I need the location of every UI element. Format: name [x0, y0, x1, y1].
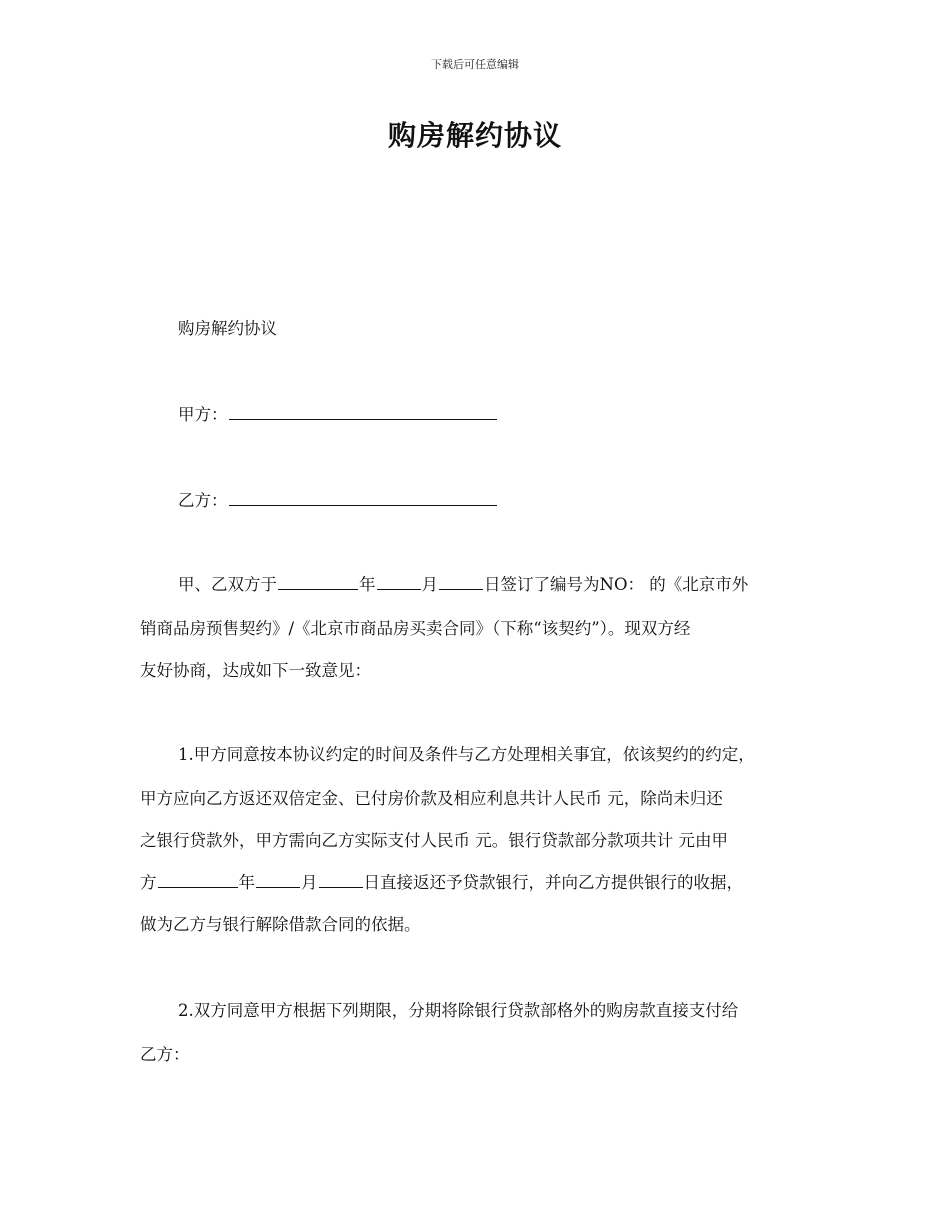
- clause-2-line-1: 2.双方同意甲方根据下列期限，分期将除银行贷款部格外的购房款直接支付给: [178, 1001, 739, 1020]
- intro-month-label: 月: [421, 575, 438, 594]
- clause-1-year-label: 年: [238, 873, 255, 892]
- clause-1-line-5: 做为乙方与银行解除借款合同的依据。: [140, 915, 421, 934]
- party-a-blank[interactable]: [229, 405, 497, 420]
- party-b-row: [178, 490, 498, 512]
- repay-month-blank[interactable]: [256, 873, 300, 888]
- document-title: 购房解约协议: [387, 119, 562, 152]
- sign-month-blank[interactable]: [377, 575, 421, 590]
- party-a-label: 甲方：: [178, 405, 228, 424]
- clause-1-line-1: 1.甲方同意按本协议约定的时间及条件与乙方处理相关事宜，依该契约的约定，: [178, 745, 755, 764]
- clause-1-text: 方: [140, 873, 157, 892]
- clause-1-month-label: 月: [301, 873, 318, 892]
- sign-year-blank[interactable]: [278, 575, 358, 590]
- intro-line-1: [178, 574, 748, 596]
- clause-1-line-2: 甲方应向乙方返还双倍定金、已付房价款及相应利息共计人民币 元，除尚未归还: [140, 789, 723, 808]
- intro-year-label: 年: [359, 575, 376, 594]
- header-note: 下载后可任意编辑: [431, 58, 519, 71]
- repay-day-blank[interactable]: [319, 873, 363, 888]
- intro-line-3: 友好协商，达成如下一致意见：: [140, 661, 371, 680]
- intro-text: 甲、乙双方于: [178, 575, 277, 594]
- repay-year-blank[interactable]: [158, 873, 238, 888]
- party-b-blank[interactable]: [229, 491, 497, 506]
- intro-text: 日签订了编号为NO： 的《北京市外: [484, 575, 749, 594]
- document-subtitle: 购房解约协议: [178, 319, 277, 338]
- clause-1-line-4: [140, 872, 743, 894]
- party-b-label: 乙方：: [178, 491, 228, 510]
- sign-day-blank[interactable]: [439, 575, 483, 590]
- clause-1-text: 日直接返还予贷款银行，并向乙方提供银行的收据，: [363, 873, 743, 892]
- clause-2-line-2: 乙方：: [140, 1045, 190, 1064]
- clause-1-line-3: 之银行贷款外，甲方需向乙方实际支付人民币 元。银行贷款部分款项共计 元由甲: [140, 831, 728, 850]
- party-a-row: [178, 404, 498, 426]
- intro-line-2: 销商品房预售契约》/《北京市商品房买卖合同》（下称“该契约”）。现双方经: [140, 619, 691, 638]
